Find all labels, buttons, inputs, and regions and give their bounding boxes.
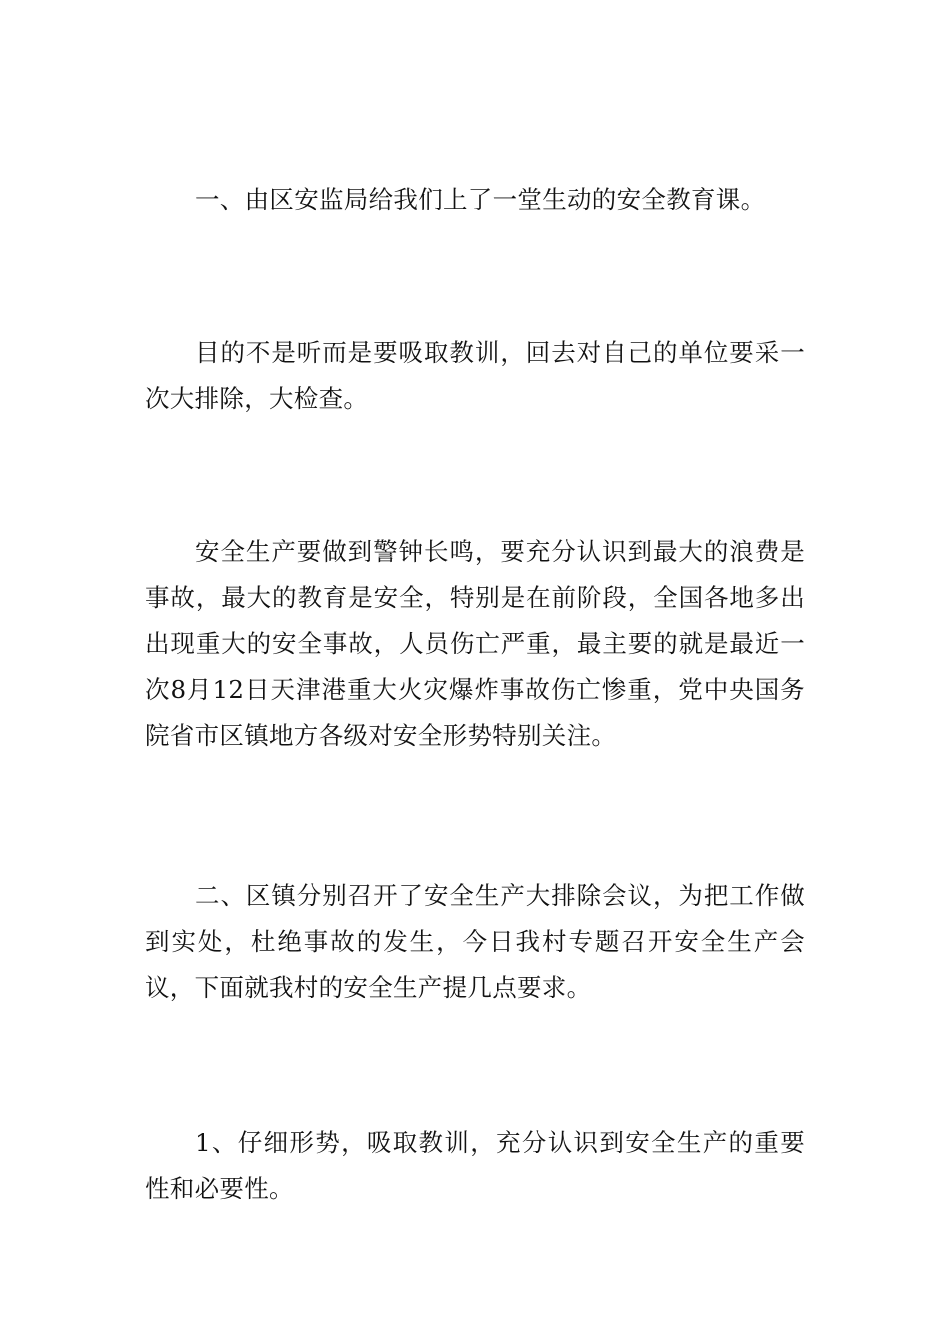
paragraph-3: 安全生产要做到警钟长鸣，要充分认识到最大的浪费是事故，最大的教育是安全，特别是在前阶段，全国各地多出出现重大的安全事故，人员伤亡严重，最主要的就是最近一次8月12日天津港重大火灾爆炸事故伤亡惨重，党中央国务院省市区镇地方各级对安全形势特别关注。 xyxy=(145,537,805,750)
paragraph-1: 一、由区安监局给我们上了一堂生动的安全教育课。 xyxy=(195,185,766,214)
paragraph-4: 二、区镇分别召开了安全生产大排除会议，为把工作做到实处，杜绝事故的发生，今日我村专题召开安全生产会议，下面就我村的安全生产提几点要求。 xyxy=(145,881,805,1002)
paragraph-2: 目的不是听而是要吸取教训，回去对自己的单位要采一次大排除，大检查。 xyxy=(145,338,805,413)
paragraph-5: 1、仔细形势，吸取教训，充分认识到安全生产的重要性和必要性。 xyxy=(145,1128,805,1203)
